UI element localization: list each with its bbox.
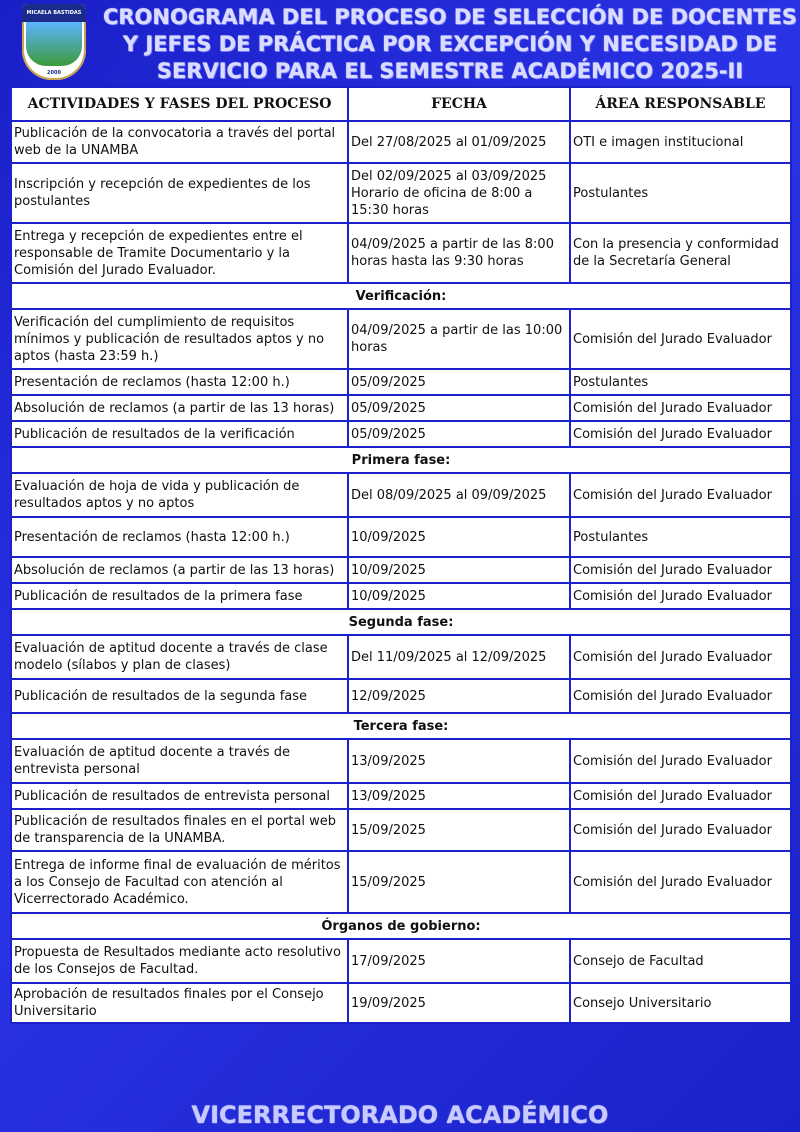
date-cell: Del 11/09/2025 al 12/09/2025 <box>348 635 570 679</box>
university-logo <box>22 4 86 80</box>
logo-year: 2000 <box>47 70 61 76</box>
table-row <box>11 583 791 609</box>
section-label: Órganos de gobierno: <box>11 913 791 939</box>
table-row <box>11 517 791 557</box>
table-row <box>11 635 791 679</box>
table-row <box>11 473 791 517</box>
table-row <box>11 309 791 369</box>
table-row <box>11 783 791 809</box>
area-cell: Comisión del Jurado Evaluador <box>570 851 791 913</box>
area-cell: Comisión del Jurado Evaluador <box>570 309 791 369</box>
date-cell: 04/09/2025 a partir de las 10:00 horas <box>348 309 570 369</box>
activity-cell: Evaluación de aptitud docente a través de clase modelo (sílabos y plan de clases) <box>11 635 348 679</box>
activity-cell: Entrega y recepción de expedientes entre el responsable de Tramite Documentario y la Comisión del Jurado Evaluador. <box>11 223 348 283</box>
table-row <box>11 851 791 913</box>
logo-top-text: MICAELA BASTIDAS <box>22 4 86 22</box>
activity-cell: Propuesta de Resultados mediante acto resolutivo de los Consejos de Facultad. <box>11 939 348 983</box>
table-header-row <box>11 87 791 121</box>
date-cell: 05/09/2025 <box>348 421 570 447</box>
section-label: Primera fase: <box>11 447 791 473</box>
area-cell: Con la presencia y conformidad de la Secretaría General <box>570 223 791 283</box>
date-cell: 13/09/2025 <box>348 739 570 783</box>
table-row <box>11 395 791 421</box>
section-row <box>11 913 791 939</box>
activity-cell: Publicación de resultados finales en el portal web de transparencia de la UNAMBA. <box>11 809 348 851</box>
area-cell: Postulantes <box>570 517 791 557</box>
section-row <box>11 447 791 473</box>
date-cell: 19/09/2025 <box>348 983 570 1023</box>
title-line-2: Y JEFES DE PRÁCTICA POR EXCEPCIÓN Y NECESIDAD DE <box>122 32 778 56</box>
area-cell: Consejo de Facultad <box>570 939 791 983</box>
date-cell: 17/09/2025 <box>348 939 570 983</box>
table-row <box>11 121 791 163</box>
section-row <box>11 283 791 309</box>
area-cell: Comisión del Jurado Evaluador <box>570 783 791 809</box>
activity-cell: Publicación de resultados de la segunda fase <box>11 679 348 713</box>
activity-cell: Inscripción y recepción de expedientes de los postulantes <box>11 163 348 223</box>
activity-cell: Evaluación de aptitud docente a través de entrevista personal <box>11 739 348 783</box>
area-cell: Consejo Universitario <box>570 983 791 1023</box>
table-row <box>11 679 791 713</box>
activity-cell: Aprobación de resultados finales por el Consejo Universitario <box>11 983 348 1023</box>
footer-title: VICERRECTORADO ACADÉMICO <box>191 1101 609 1129</box>
area-cell: OTI e imagen institucional <box>570 121 791 163</box>
activity-cell: Absolución de reclamos (a partir de las 13 horas) <box>11 395 348 421</box>
date-cell: 12/09/2025 <box>348 679 570 713</box>
schedule-body <box>11 121 791 1023</box>
activity-cell: Entrega de informe final de evaluación de méritos a los Consejo de Facultad con atención al Vicerrectorado Académico. <box>11 851 348 913</box>
table-row <box>11 163 791 223</box>
table-row <box>11 739 791 783</box>
activity-cell: Evaluación de hoja de vida y publicación de resultados aptos y no aptos <box>11 473 348 517</box>
date-cell: 15/09/2025 <box>348 851 570 913</box>
area-cell: Comisión del Jurado Evaluador <box>570 421 791 447</box>
date-cell: 04/09/2025 a partir de las 8:00 horas hasta las 9:30 horas <box>348 223 570 283</box>
date-cell: Del 08/09/2025 al 09/09/2025 <box>348 473 570 517</box>
activity-cell: Absolución de reclamos (a partir de las 13 horas) <box>11 557 348 583</box>
schedule-table <box>10 86 792 1024</box>
table-row <box>11 369 791 395</box>
date-cell: Del 02/09/2025 al 03/09/2025 Horario de oficina de 8:00 a 15:30 horas <box>348 163 570 223</box>
date-cell: 05/09/2025 <box>348 395 570 421</box>
area-cell: Comisión del Jurado Evaluador <box>570 473 791 517</box>
section-row <box>11 609 791 635</box>
header-activities: ACTIVIDADES Y FASES DEL PROCESO <box>11 87 348 121</box>
section-row <box>11 713 791 739</box>
area-cell: Comisión del Jurado Evaluador <box>570 395 791 421</box>
activity-cell: Verificación del cumplimiento de requisitos mínimos y publicación de resultados aptos y no aptos (hasta 23:59 h.) <box>11 309 348 369</box>
title-line-3: SERVICIO PARA EL SEMESTRE ACADÉMICO 2025-II <box>156 59 744 83</box>
activity-cell: Publicación de resultados de la verificación <box>11 421 348 447</box>
activity-cell: Publicación de resultados de la primera fase <box>11 583 348 609</box>
date-cell: 10/09/2025 <box>348 583 570 609</box>
date-cell: Del 27/08/2025 al 01/09/2025 <box>348 121 570 163</box>
table-row <box>11 983 791 1023</box>
activity-cell: Presentación de reclamos (hasta 12:00 h.) <box>11 369 348 395</box>
section-label: Verificación: <box>11 283 791 309</box>
activity-cell: Publicación de la convocatoria a través del portal web de la UNAMBA <box>11 121 348 163</box>
date-cell: 10/09/2025 <box>348 517 570 557</box>
logo-emblem <box>26 22 82 66</box>
area-cell: Comisión del Jurado Evaluador <box>570 635 791 679</box>
area-cell: Comisión del Jurado Evaluador <box>570 557 791 583</box>
table-row <box>11 223 791 283</box>
title-line-1: CRONOGRAMA DEL PROCESO DE SELECCIÓN DE DOCENTES <box>102 5 798 29</box>
activity-cell: Presentación de reclamos (hasta 12:00 h.) <box>11 517 348 557</box>
header-responsible-area: ÁREA RESPONSABLE <box>570 87 791 121</box>
area-cell: Comisión del Jurado Evaluador <box>570 583 791 609</box>
page-title <box>100 4 800 85</box>
activity-cell: Publicación de resultados de entrevista personal <box>11 783 348 809</box>
area-cell: Postulantes <box>570 369 791 395</box>
table-row <box>11 421 791 447</box>
table-row <box>11 939 791 983</box>
area-cell: Postulantes <box>570 163 791 223</box>
date-cell: 15/09/2025 <box>348 809 570 851</box>
area-cell: Comisión del Jurado Evaluador <box>570 679 791 713</box>
area-cell: Comisión del Jurado Evaluador <box>570 809 791 851</box>
section-label: Segunda fase: <box>11 609 791 635</box>
table-row <box>11 557 791 583</box>
section-label: Tercera fase: <box>11 713 791 739</box>
table-row <box>11 809 791 851</box>
date-cell: 13/09/2025 <box>348 783 570 809</box>
area-cell: Comisión del Jurado Evaluador <box>570 739 791 783</box>
date-cell: 10/09/2025 <box>348 557 570 583</box>
header-date: FECHA <box>348 87 570 121</box>
date-cell: 05/09/2025 <box>348 369 570 395</box>
